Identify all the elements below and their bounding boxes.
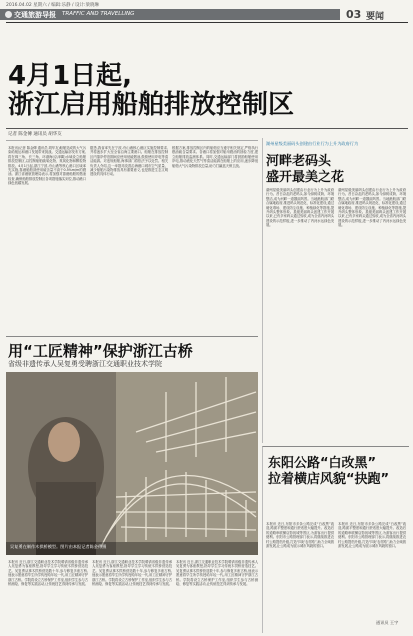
- section-title-cn: 交通旅游导报: [14, 11, 56, 19]
- bottom-right-body-col-2: 本报讯 近日,东阳市多条公路完成“白改黑”改造,路面平整度和通行舒适度大幅提升。改造后的道路串联横店影视城等景区,为游客出行提供便利。东阳市公路管理部门表示,将继续推进农村公路提档升级,打造“四好农村路”,助力全域旅游发展,让公路成为展示城市风貌的窗口。: [338, 522, 406, 549]
- main-byline: 记者 陈金傳 通讯员 胡华友: [8, 132, 62, 137]
- section-bar: [0, 9, 413, 20]
- headline-rule: [6, 128, 408, 129]
- right-article-title-1: 河畔老码头: [266, 154, 332, 169]
- feature-body-col-3: 本报讯 近日,浙江交通职业技术学院聘请省级非遗传承人吴复勇为客座教授,指导学生学习传统木拱桥营造技艺。吴复勇从事木拱桥营造数十年,参与修复多座古桥,他表示愿意将毕生所学传授给年轻一代,用工匠精神守护浙江古桥。学院将设立古桥保护工作室,组织学生参与古桥测绘、修复等实践活动,让传统技艺得到传承与发展。: [176, 560, 258, 587]
- feature-photo: [6, 372, 258, 555]
- main-article-col-3: 根据方案,排放控制区内的船舶应当遵守相关规定,严格执行燃油硫含量要求。各港口将加强对船用燃油的抽检力度,建立船舶排放监测体系。同时,交通运输部门将鼓励船舶使用岸电,推动液化天然气等清洁能源在船舶上的应用,逐步降低船舶大气污染物排放总量,助力打赢蓝天保卫战。: [172, 146, 258, 168]
- newspaper-logo-icon: [5, 11, 12, 18]
- headline-line-1: 4月1日起,: [8, 61, 133, 91]
- right-article-title-2: 盛开最美之花: [266, 170, 345, 185]
- feature-body-col-1: 本报讯 近日,浙江交通职业技术学院聘请省级非遗传承人吴复勇为客座教授,指导学生学习传统木拱桥营造技艺。吴复勇从事木拱桥营造数十年,参与修复多座古桥,他表示愿意将毕生所学传授给年轻一代,用工匠精神守护浙江古桥。学院将设立古桥保护工作室,组织学生参与古桥测绘、修复等实践活动,让传统技艺得到传承与发展。: [8, 560, 88, 587]
- bottom-right-body-col-1: 本报讯 近日,东阳市多条公路完成“白改黑”改造,路面平整度和通行舒适度大幅提升。改造后的道路串联横店影视城等景区,为游客出行提供便利。东阳市公路管理部门表示,将继续推进农村公路提档升级,打造“四好农村路”,助力全域旅游发展,让公路成为展示城市风貌的窗口。: [266, 522, 334, 549]
- headline-line-2: 浙江启用船舶排放控制区: [8, 90, 295, 120]
- photo-caption: 吴复勇在制作木拱桥模型。图片由本报记者陈金傳摄: [10, 544, 107, 549]
- date-line: 2016.04.02 星期六 / 编辑:乐静 / 设计:梁晓琳: [6, 3, 99, 8]
- craftsman-photo-illustration: [6, 372, 258, 555]
- bottom-right-title-2: 拉着横店风貌“抉跑”: [268, 472, 390, 487]
- main-article-col-1: 本报讯(记者 陈金傳 通讯员 胡华友)船舶造成的大气污染给航运和港口发展带来挑战。交通运输部发布方案,将在珠三角、长三角、环渤海(京津冀)水域设立船舶排放控制区,以控制船舶硫氧化物、氮氧化物和颗粒物排放。4月1日起,浙江宁波-舟山港等核心港口区域率先实施,靠港船舶须使用硫含量不高于0.5%m/m的燃油。浙江省港航管理局表示,将加强对靠港船舶的燃油检查,确保船舶排放控制区各项措施落实到位,推动港口绿色低碳发展。: [8, 146, 86, 186]
- page-number: 03: [346, 8, 362, 21]
- page-label: 要闻: [366, 12, 385, 22]
- right-article-body-col-2: 湖州星级美丽码头创建由行业行为上升为政府行为。昔日杂乱的老码头,如今绿树成荫、环境整洁,成为河畔一道靓丽风景。当地港航部门联合属地政府,推进码头规范化、标准化建设,通过硬化堆场、建设防尘设施、种植绿化等措施,提升码头整体形象。星级美丽码头创建工作开展以来,已有多家码头通过验收,成为全省内河码头建设的示范样板,进一步推动了内河水运绿色发展。: [338, 188, 406, 228]
- section-title-en: TRAFFIC AND TRAVELLING: [62, 11, 135, 17]
- feature-subtitle: 省级非遗传承人吴复勇受聘浙江交通职业技术学院: [8, 360, 162, 368]
- bottom-right-credit: 通讯员 王宇: [376, 620, 399, 625]
- bottom-right-title-1: 东阳公路“白改黑”: [268, 456, 377, 471]
- right-article-kicker: 湖州星级美丽码头创建由行业行为上升为政府行为: [266, 141, 359, 146]
- headline: [8, 62, 408, 120]
- feature-body-col-2: 本报讯 近日,浙江交通职业技术学院聘请省级非遗传承人吴复勇为客座教授,指导学生学习传统木拱桥营造技艺。吴复勇从事木拱桥营造数十年,参与修复多座古桥,他表示愿意将毕生所学传授给年轻一代,用工匠精神守护浙江古桥。学院将设立古桥保护工作室,组织学生参与古桥测绘、修复等实践活动,让传统技艺得到传承与发展。: [92, 560, 172, 587]
- main-article-col-2: 据悉,我省率先在宁波-舟山港核心港区实施控制要求,并将逐步扩大至全省沿海主要港口。船舶在排放控制区内靠岸停泊期间应使用低硫燃油,鼓励使用岸电等清洁能源。对违规船舶,海事部门将依法予以处罚。相关负责人介绍,这一举措对改善沿海港口城市空气质量、减少船舶污染物排放具有重要意义,也是推进生态文明建设的具体行动。: [90, 146, 168, 177]
- feature-title: 用“工匠精神”保护浙江古桥: [8, 342, 193, 360]
- right-article-body-col-1: 湖州星级美丽码头创建由行业行为上升为政府行为。昔日杂乱的老码头,如今绿树成荫、环境整洁,成为河畔一道靓丽风景。当地港航部门联合属地政府,推进码头规范化、标准化建设,通过硬化堆场、建设防尘设施、种植绿化等措施,提升码头整体形象。星级美丽码头创建工作开展以来,已有多家码头通过验收,成为全省内河码头建设的示范样板,进一步推动了内河水运绿色发展。: [266, 188, 334, 228]
